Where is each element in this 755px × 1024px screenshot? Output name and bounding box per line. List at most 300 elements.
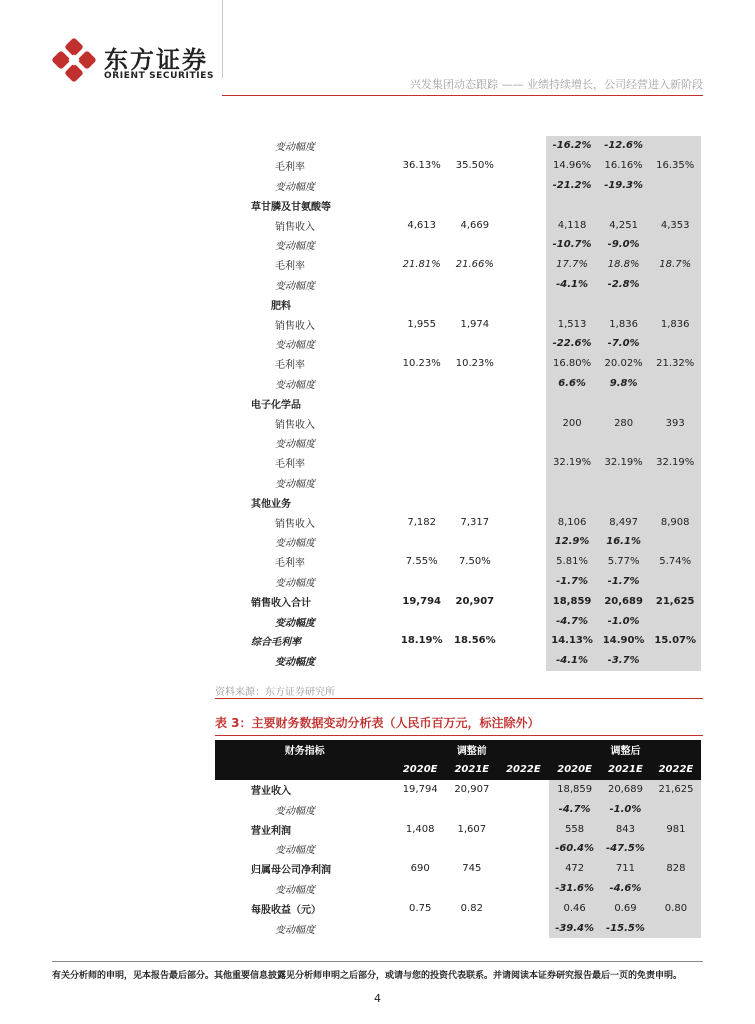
header-rule (222, 95, 703, 96)
row-label: 销售收入合计 (251, 597, 311, 609)
cell-value: 1,836 (649, 314, 701, 334)
cell-value: 981 (651, 819, 701, 839)
cell-value (448, 532, 501, 552)
cell-value (448, 473, 501, 493)
table-row (215, 552, 701, 572)
cell-value (395, 275, 448, 295)
cell-value: 0.69 (600, 898, 651, 918)
cell-value: 12.9% (546, 532, 598, 552)
cell-value: -4.7% (549, 799, 600, 819)
cell-value (598, 393, 650, 413)
cell-value (501, 156, 546, 176)
cell-value: 843 (600, 819, 651, 839)
cell-value (501, 275, 546, 295)
cell-value (446, 799, 498, 819)
cell-value: 14.96% (546, 156, 598, 176)
cell-value (448, 572, 501, 592)
row-label: 营业利润 (251, 825, 291, 837)
cell-value (501, 651, 546, 671)
cell-value (546, 492, 598, 512)
cell-value: 4,353 (649, 215, 701, 235)
cell-value: 16.16% (598, 156, 650, 176)
cell-value: 7,182 (407, 516, 437, 528)
cell-value: -22.6% (546, 334, 598, 354)
orient-securities-logo-icon (52, 38, 96, 82)
cell-value (395, 572, 448, 592)
cell-value: -2.8% (598, 275, 650, 295)
cell-value: 393 (649, 413, 701, 433)
cell-value (649, 473, 701, 493)
cell-value: 1,408 (405, 823, 435, 835)
cell-value (395, 473, 448, 493)
cell-value: 690 (410, 863, 430, 875)
table-separator (215, 698, 703, 699)
cell-value (501, 413, 546, 433)
row-label: 归属母公司净利润 (251, 865, 331, 877)
cell-value (546, 393, 598, 413)
cell-value: -39.4% (549, 918, 600, 938)
cell-value: 828 (651, 859, 701, 879)
cell-value (395, 413, 448, 433)
cell-value: -19.3% (598, 176, 650, 196)
row-label: 变动幅度 (275, 657, 315, 669)
cell-value: 1,607 (457, 823, 487, 835)
cell-value (448, 433, 501, 453)
cell-value: 7.55% (405, 556, 438, 568)
cell-value: -1.7% (598, 572, 650, 592)
cell-value: -3.7% (598, 651, 650, 671)
year-header: 2020E (394, 760, 446, 780)
cell-value (651, 799, 701, 819)
cell-value (448, 374, 501, 394)
cell-value (501, 572, 546, 592)
table-row (215, 255, 701, 275)
cell-value: 21.81% (402, 259, 441, 271)
row-label: 其他业务 (251, 498, 291, 510)
cell-value: -1.0% (598, 611, 650, 631)
page-header (0, 0, 755, 96)
cell-value (448, 275, 501, 295)
row-label: 毛利率 (275, 459, 305, 471)
cell-value (649, 651, 701, 671)
cell-value (498, 799, 550, 819)
cell-value: 18.19% (400, 635, 443, 647)
cell-value (395, 651, 448, 671)
cell-value (501, 294, 546, 314)
row-label: 变动幅度 (275, 884, 315, 896)
cell-value (395, 136, 448, 156)
cell-value: 20,689 (598, 591, 650, 611)
row-label: 草甘膦及甘氨酸等 (251, 201, 331, 213)
cell-value (395, 334, 448, 354)
table-row (215, 294, 701, 314)
table-row (215, 532, 701, 552)
table-row (215, 572, 701, 592)
row-label: 毛利率 (275, 261, 305, 273)
cell-value (649, 611, 701, 631)
cell-value (394, 799, 446, 819)
cell-value: 7,317 (460, 516, 490, 528)
table-row (215, 176, 701, 196)
cell-value: 472 (549, 859, 600, 879)
cell-value (446, 879, 498, 899)
cell-value (651, 879, 701, 899)
cell-value (501, 492, 546, 512)
cell-value: 4,251 (598, 215, 650, 235)
cell-value: 21,625 (649, 591, 701, 611)
disclaimer-text: 有关分析师的申明，见本报告最后部分。其他重要信息披露见分析师申明之后部分，或请与您的投资代表联系。并请阅读本证券研究报告最后一页的免责申明。 (52, 971, 683, 981)
cell-value: 18.8% (598, 255, 650, 275)
table-row (215, 839, 701, 859)
row-label: 营业收入 (251, 785, 291, 797)
table-row (215, 492, 701, 512)
cell-value: 280 (598, 413, 650, 433)
cell-value: 16.35% (649, 156, 701, 176)
table-row (215, 215, 701, 235)
cell-value (501, 374, 546, 394)
cell-value (649, 433, 701, 453)
cell-value (649, 195, 701, 215)
cell-value (501, 255, 546, 275)
table-row (215, 631, 701, 651)
year-header: 2022E (651, 760, 701, 780)
cell-value (651, 839, 701, 859)
table-row (215, 780, 701, 800)
cell-value (395, 176, 448, 196)
cell-value (448, 611, 501, 631)
cell-value: 8,908 (649, 512, 701, 532)
cell-value (446, 839, 498, 859)
table-row (215, 591, 701, 611)
row-label: 变动幅度 (275, 241, 315, 253)
cell-value: -9.0% (598, 235, 650, 255)
cell-value: 16.80% (546, 354, 598, 374)
table-row (215, 354, 701, 374)
cell-value (546, 433, 598, 453)
year-header: 2021E (446, 760, 498, 780)
row-label: 变动幅度 (275, 924, 315, 936)
cell-value (395, 294, 448, 314)
cell-value (448, 393, 501, 413)
cell-value: 21.32% (649, 354, 701, 374)
table-row (215, 433, 701, 453)
cell-value (501, 136, 546, 156)
cell-value (501, 314, 546, 334)
cell-value (546, 294, 598, 314)
cell-value: 558 (549, 819, 600, 839)
cell-value: -10.7% (546, 235, 598, 255)
row-label: 销售收入 (275, 419, 315, 431)
cell-value: 20,907 (454, 783, 490, 795)
cell-value: 18.7% (649, 255, 701, 275)
table3-title: 表 3：主要财务数据变动分析表（人民币百万元，标注除外） (215, 716, 540, 730)
cell-value: 21,625 (651, 780, 701, 800)
cell-value: 5.74% (649, 552, 701, 572)
cell-value (501, 473, 546, 493)
table-row (215, 859, 701, 879)
cell-value: 200 (546, 413, 598, 433)
cell-value (395, 532, 448, 552)
cell-value: 18.56% (454, 635, 496, 647)
table-row (215, 413, 701, 433)
cell-value (501, 453, 546, 473)
cell-value: -4.1% (546, 275, 598, 295)
year-header: 2022E (498, 760, 550, 780)
table-row (215, 611, 701, 631)
cell-value: -7.0% (598, 334, 650, 354)
cell-value: 1,955 (407, 318, 437, 330)
row-label: 变动幅度 (275, 280, 315, 292)
cell-value (501, 195, 546, 215)
cell-value: 18,859 (546, 591, 598, 611)
group-after-label: 调整后 (600, 740, 651, 760)
cell-value (651, 918, 701, 938)
report-subtitle: 兴发集团动态跟踪 —— 业绩持续增长，公司经营进入新阶段 (410, 78, 703, 91)
table-row (215, 374, 701, 394)
cell-value: 10.23% (455, 358, 494, 370)
row-label: 电子化学品 (251, 399, 301, 411)
cell-value (448, 294, 501, 314)
cell-value: -4.7% (546, 611, 598, 631)
cell-value (498, 918, 550, 938)
row-label: 销售收入 (275, 320, 315, 332)
cell-value: 4,613 (407, 219, 437, 231)
cell-value: 20,689 (600, 780, 651, 800)
row-label: 变动幅度 (275, 142, 315, 154)
row-label: 销售收入 (275, 518, 315, 530)
cell-value: 17.7% (546, 255, 598, 275)
cell-value (501, 591, 546, 611)
cell-value (649, 294, 701, 314)
cell-value (448, 235, 501, 255)
table-row (215, 918, 701, 938)
cell-value: 5.81% (546, 552, 598, 572)
table-row (215, 819, 701, 839)
cell-value (649, 334, 701, 354)
cell-value: -60.4% (549, 839, 600, 859)
cell-value (446, 918, 498, 938)
cell-value: 0.82 (460, 902, 483, 914)
cell-value: 0.80 (651, 898, 701, 918)
cell-value: 10.23% (402, 358, 441, 370)
cell-value: -4.1% (546, 651, 598, 671)
cell-value (546, 195, 598, 215)
financial-change-table (215, 740, 701, 938)
cell-value (448, 176, 501, 196)
cell-value: 4,118 (546, 215, 598, 235)
cell-value (598, 195, 650, 215)
cell-value (395, 611, 448, 631)
table-row (215, 393, 701, 413)
cell-value: -16.2% (546, 136, 598, 156)
table-row (215, 334, 701, 354)
cell-value: 711 (600, 859, 651, 879)
row-label: 变动幅度 (275, 538, 315, 550)
row-label: 变动幅度 (275, 617, 315, 629)
table3-header-row (215, 740, 701, 760)
brand-name-en: ORIENT SECURITIES (104, 71, 215, 81)
year-header: 2021E (600, 760, 651, 780)
table-row (215, 898, 701, 918)
row-label: 变动幅度 (275, 379, 315, 391)
cell-value (546, 473, 598, 493)
cell-value (649, 532, 701, 552)
footer-rule (52, 961, 703, 962)
page-number: 4 (374, 992, 381, 1005)
table-row (215, 879, 701, 899)
cell-value (501, 393, 546, 413)
cell-value: -21.2% (546, 176, 598, 196)
row-label: 变动幅度 (275, 439, 315, 451)
table-row (215, 453, 701, 473)
cell-value (448, 453, 501, 473)
cell-value: 32.19% (546, 453, 598, 473)
cell-value: -1.7% (546, 572, 598, 592)
cell-value (448, 651, 501, 671)
table3-years-row (215, 760, 701, 780)
table-row (215, 314, 701, 334)
cell-value: 6.6% (546, 374, 598, 394)
cell-value (501, 512, 546, 532)
table-row (215, 473, 701, 493)
cell-value (501, 552, 546, 572)
cell-value (501, 235, 546, 255)
cell-value (395, 453, 448, 473)
cell-value (395, 393, 448, 413)
cell-value: 32.19% (598, 453, 650, 473)
cell-value (649, 374, 701, 394)
cell-value: 18,859 (549, 780, 600, 800)
row-label: 变动幅度 (275, 181, 315, 193)
cell-value (395, 374, 448, 394)
row-label: 变动幅度 (275, 845, 315, 857)
cell-value: 8,106 (546, 512, 598, 532)
cell-value: 16.1% (598, 532, 650, 552)
cell-value (498, 780, 550, 800)
cell-value (394, 879, 446, 899)
cell-value: 20,907 (455, 595, 495, 607)
cell-value (649, 492, 701, 512)
row-label: 每股收益（元） (251, 904, 321, 916)
table-row (215, 156, 701, 176)
cell-value: 7.50% (458, 556, 491, 568)
cell-value (501, 631, 546, 651)
cell-value (501, 433, 546, 453)
cell-value: 21.66% (455, 259, 494, 271)
cell-value: -4.6% (600, 879, 651, 899)
header-label: 财务指标 (215, 740, 394, 760)
table-row (215, 651, 701, 671)
cell-value: 5.77% (598, 552, 650, 572)
table-row (215, 235, 701, 255)
segment-forecast-table (215, 136, 701, 671)
row-label: 变动幅度 (275, 805, 315, 817)
cell-value: 14.13% (546, 631, 598, 651)
cell-value (448, 492, 501, 512)
cell-value (498, 819, 550, 839)
table-row (215, 799, 701, 819)
cell-value (501, 334, 546, 354)
group-before-label: 调整前 (446, 740, 498, 760)
cell-value (501, 532, 546, 552)
cell-value (448, 195, 501, 215)
table-row (215, 136, 701, 156)
cell-value (649, 176, 701, 196)
cell-value: 1,513 (546, 314, 598, 334)
cell-value (501, 176, 546, 196)
cell-value: 19,794 (402, 783, 438, 795)
cell-value: 32.19% (649, 453, 701, 473)
cell-value: 4,669 (460, 219, 490, 231)
cell-value (501, 215, 546, 235)
cell-value (649, 275, 701, 295)
cell-value (395, 195, 448, 215)
row-label: 毛利率 (275, 360, 305, 372)
row-label: 综合毛利率 (251, 637, 301, 649)
cell-value: 8,497 (598, 512, 650, 532)
cell-value: 15.07% (649, 631, 701, 651)
cell-value (498, 898, 550, 918)
cell-value (498, 859, 550, 879)
cell-value: 0.75 (409, 902, 432, 914)
cell-value: -47.5% (600, 839, 651, 859)
header-divider (222, 0, 223, 78)
cell-value: -15.5% (600, 918, 651, 938)
row-label: 毛利率 (275, 162, 305, 174)
row-label: 销售收入 (275, 221, 315, 233)
brand-name-cn: 东方证券 (104, 46, 208, 74)
cell-value (448, 413, 501, 433)
cell-value (598, 294, 650, 314)
cell-value (598, 473, 650, 493)
cell-value (498, 839, 550, 859)
row-label: 肥料 (271, 300, 291, 312)
source-note: 资料来源：东方证券研究所 (215, 687, 335, 698)
cell-value: 9.8% (598, 374, 650, 394)
cell-value (649, 235, 701, 255)
row-label: 变动幅度 (275, 340, 315, 352)
cell-value: 19,794 (402, 595, 441, 607)
cell-value (501, 354, 546, 374)
cell-value: 1,836 (598, 314, 650, 334)
row-label: 变动幅度 (275, 478, 315, 490)
cell-value (649, 572, 701, 592)
cell-value (448, 334, 501, 354)
cell-value (448, 136, 501, 156)
cell-value: 0.46 (549, 898, 600, 918)
cell-value: 1,974 (460, 318, 490, 330)
cell-value (598, 433, 650, 453)
cell-value (598, 492, 650, 512)
table-row (215, 275, 701, 295)
table3-title-rule (215, 735, 703, 736)
table-row (215, 195, 701, 215)
cell-value: 35.50% (455, 160, 494, 172)
cell-value: 745 (462, 863, 482, 875)
cell-value (394, 839, 446, 859)
table-row (215, 512, 701, 532)
cell-value (649, 136, 701, 156)
cell-value (395, 235, 448, 255)
cell-value (498, 879, 550, 899)
cell-value: -12.6% (598, 136, 650, 156)
cell-value (649, 393, 701, 413)
row-label: 变动幅度 (275, 577, 315, 589)
cell-value (395, 433, 448, 453)
cell-value: 20.02% (598, 354, 650, 374)
cell-value (395, 492, 448, 512)
cell-value (394, 918, 446, 938)
